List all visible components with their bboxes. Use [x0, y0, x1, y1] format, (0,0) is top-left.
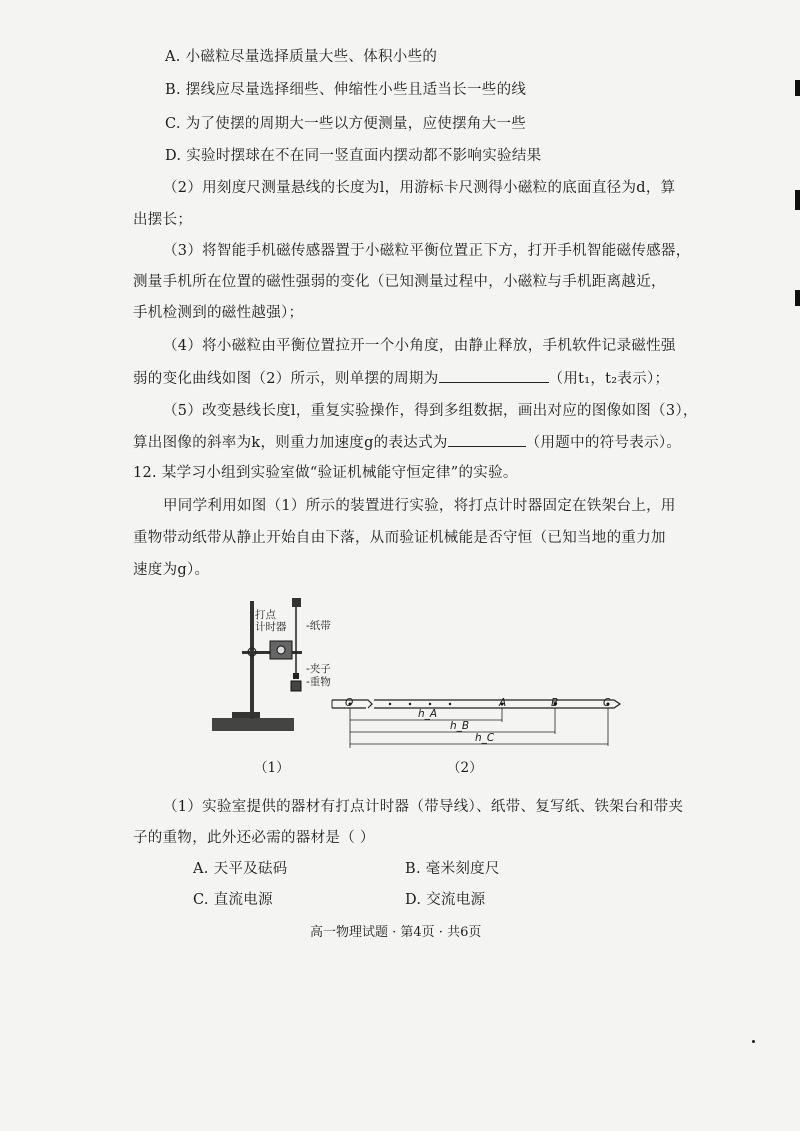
q12-choice-a: A. 天平及砝码	[193, 861, 288, 877]
timer-label-line1: 打点	[255, 609, 276, 621]
q12-sub1-line2: 子的重物，此外还必需的器材是（ ）	[133, 830, 375, 846]
timer-dial	[277, 646, 285, 654]
tape-dot	[429, 703, 431, 705]
q11-option-d: D. 实验时摆球在不在同一竖直面内摆动都不影响实验结果	[165, 148, 542, 164]
q11-step2-line2: 出摆长；	[133, 212, 193, 228]
q12-choice-d: D. 交流电源	[405, 892, 486, 908]
timer-label	[255, 609, 287, 633]
q11-step4-text-a: 弱的变化曲线如图（2）所示，则单摆的周期为	[133, 371, 439, 387]
tape-outline	[332, 700, 620, 708]
q11-step3-line3: 手机检测到的磁性越强）；	[133, 305, 304, 321]
q11-option-b: B. 摆线应尽量选择细些、伸缩性小些且适当长一些的线	[165, 82, 527, 98]
q11-step5-text-b: （用题中的符号表示）。	[525, 435, 682, 451]
page-footer: 高一物理试题 · 第4页 · 共6页	[310, 925, 482, 940]
tape-dot	[389, 703, 391, 705]
tape-label: -纸带	[306, 620, 331, 632]
q12-intro-line2: 重物带动纸带从静止开始自由下落，从而验证机械能是否守恒（已知当地的重力加	[133, 530, 666, 546]
q11-step4-text-b: （用t₁，t₂表示）；	[548, 371, 670, 387]
stand-rod	[250, 601, 254, 719]
point-b-label: B	[551, 697, 559, 709]
stand-base	[212, 718, 294, 731]
weight-label-text: 重物	[309, 676, 331, 688]
q11-step5-text-a: 算出图像的斜率为k，则重力加速度g的表达式为	[133, 435, 448, 451]
q11-step5-line2	[133, 432, 681, 453]
clip-label: -夹子	[306, 663, 331, 675]
timer-label-line2: 计时器	[255, 621, 287, 633]
q12-sub1-line1: （1）实验室提供的器材有打点计时器（带导线）、纸带、复写纸、铁架台和带夹	[163, 799, 684, 815]
q11-step4-line2	[133, 368, 669, 389]
point-a-label: A	[499, 697, 507, 709]
q11-period-answer-blank[interactable]	[439, 368, 549, 383]
scan-edge-mark	[795, 80, 800, 96]
q12-title: 12. 某学习小组到实验室做“验证机械能守恒定律”的实验。	[133, 465, 518, 481]
weight-label: -重物	[306, 676, 331, 688]
stand-base-top	[232, 712, 260, 718]
dim-hc-label: h_C	[475, 732, 495, 744]
q11-step5-line1: （5）改变悬线长度l，重复实验操作，得到多组数据，画出对应的图像如图（3），	[163, 403, 698, 419]
q11-step3-line2: 测量手机所在位置的磁性强弱的变化（已知测量过程中，小磁粒与手机距离越近，	[133, 274, 666, 290]
q12-intro-line1: 甲同学利用如图（1）所示的装置进行实验，将打点计时器固定在铁架台上，用	[163, 498, 676, 514]
q12-choice-c: C. 直流电源	[193, 892, 273, 908]
dim-ha-label: h_A	[418, 708, 438, 720]
fig2-caption: （2）	[447, 760, 483, 776]
q12-intro-line3: 速度为g）。	[133, 562, 210, 578]
point-c-label: C	[603, 697, 611, 709]
tape-dot	[409, 703, 411, 705]
scan-edge-mark	[795, 290, 800, 306]
tape-label-text: 纸带	[309, 620, 331, 632]
tape-top	[292, 598, 301, 607]
clip-label-text: 夹子	[309, 663, 331, 675]
tape-dot	[449, 703, 451, 705]
point-o-label: O	[345, 697, 354, 709]
clip	[293, 673, 299, 679]
fig1-caption: （1）	[254, 760, 290, 776]
weight	[291, 681, 301, 691]
scan-edge-mark	[795, 190, 800, 210]
q11-option-c: C. 为了使摆的周期大一些以方便测量，应使摆角大一些	[165, 116, 527, 132]
q11-step2-line1: （2）用刻度尺测量悬线的长度为l，用游标卡尺测得小磁粒的底面直径为d，算	[163, 180, 676, 196]
dim-hb-label: h_B	[450, 720, 470, 732]
q11-g-answer-blank[interactable]	[448, 432, 526, 447]
q11-step4-line1: （4）将小磁粒由平衡位置拉开一个小角度，由静止释放，手机软件记录磁性强	[163, 338, 676, 354]
q11-step3-line1: （3）将智能手机磁传感器置于小磁粒平衡位置正下方，打开手机智能磁传感器，	[163, 243, 691, 259]
scan-speck	[752, 1040, 755, 1043]
q11-option-a: A. 小磁粒尽量选择质量大些、体积小些的	[165, 49, 438, 65]
q12-choice-b: B. 毫米刻度尺	[405, 861, 500, 877]
